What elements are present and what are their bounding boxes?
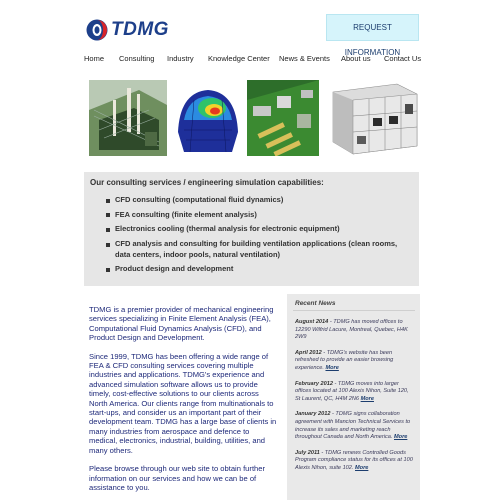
- tdmg-logo[interactable]: [86, 16, 169, 44]
- nav-consulting[interactable]: Consulting: [119, 54, 155, 63]
- intro-paragraph: Since 1999, TDMG has been offering a wide range of FEA & CFD consulting services covering multiple industries and applications. TDMG's experience and advanced simulation software allows us to provide timely, cost-effective solutions to our clients across North America. Our clients range from multinationals to start-ups, and consider us an important part of their development team. TDMG has a large base of clients in many industries from aerospace and defence to medical, electronics, industrial, building, utilities, and many others.: [89, 351, 277, 455]
- services-list: [106, 195, 411, 279]
- news-item: [295, 381, 415, 404]
- news-date: January 2012: [295, 411, 331, 418]
- request-information-button[interactable]: REQUEST INFORMATION: [326, 14, 419, 41]
- news-more-link[interactable]: More: [394, 434, 408, 441]
- news-text: - TDMG signs collaboration agreement with Mancion Technical Services to increase its sales and marketing reach throughout Canada and North America.: [295, 411, 411, 441]
- news-item: [295, 411, 415, 441]
- recent-news-title: Recent News: [295, 300, 336, 307]
- photo-fea-dome: [174, 80, 242, 156]
- intro-paragraph: TDMG is a premier provider of mechanical engineering services specializing in Finite Element Analysis (FEA), Computational Fluid Dynamics Analysis (CFD), and Product Design and Development.: [89, 305, 274, 343]
- news-more-link[interactable]: More: [325, 364, 339, 371]
- service-item-fea[interactable]: FEA consulting (finite element analysis): [106, 210, 411, 221]
- news-item: [295, 319, 415, 342]
- news-date: February 2012: [295, 380, 333, 387]
- photo-electronics-cooling: [247, 80, 319, 156]
- logo-text: TDMG: [111, 19, 169, 40]
- nav-knowledge-center[interactable]: Knowledge Center: [208, 54, 270, 63]
- service-item-building-ventilation[interactable]: CFD analysis and consulting for building ventilation applications (clean rooms, data centers, indoor pools, natural ventilation): [106, 239, 411, 260]
- news-text: - TDMG's website has been refreshed to provide an easier browsing experience.: [295, 349, 394, 371]
- service-item-cfd[interactable]: CFD consulting (computational fluid dynamics): [106, 195, 411, 206]
- news-more-link[interactable]: More: [355, 464, 369, 471]
- recent-news-panel: [287, 294, 420, 500]
- news-item: [295, 350, 415, 373]
- news-text: - TDMG has moved offices to 12290 Wilfrid Lacure, Montreal, Quebec, H4K 2W9: [295, 319, 408, 341]
- news-date: July 2011: [295, 449, 320, 456]
- news-more-link[interactable]: More: [360, 395, 374, 402]
- main-nav: [84, 54, 420, 66]
- news-text: - TDMG renews Controlled Goods Program compliance status for its offices at 100 Alexis Nihon, suite 102.: [295, 449, 413, 471]
- service-item-product-design[interactable]: Product design and development: [106, 264, 411, 275]
- news-list: [295, 319, 415, 481]
- nav-about-us[interactable]: About us: [341, 54, 371, 63]
- news-text: - TDMG moves into larger offices located at 100 Alexis Nihon, Suite 120, St Laurent, QC, H4M 2N6: [295, 380, 409, 402]
- nav-home[interactable]: Home: [84, 54, 105, 63]
- photo-building-cfd: [89, 80, 167, 156]
- intro-text: [89, 305, 277, 501]
- intro-paragraph: Please browse through our web site to obtain further information on our services and how we can be of assistance to you.: [89, 464, 266, 492]
- services-title: Our consulting services / engineering simulation capabilities:: [90, 178, 324, 187]
- news-date: April 2012: [295, 349, 322, 356]
- nav-contact-us[interactable]: Contact Us: [384, 54, 422, 63]
- nav-industry[interactable]: Industry: [167, 54, 194, 63]
- logo-emblem-icon: [86, 18, 108, 42]
- service-item-electronics-cooling[interactable]: Electronics cooling (thermal analysis for electronic equipment): [106, 224, 411, 235]
- services-panel: [84, 172, 419, 286]
- photo-equipment-cabinet: [327, 80, 420, 156]
- news-divider: [293, 310, 415, 311]
- news-item: [295, 450, 415, 473]
- news-date: August 2014: [295, 319, 329, 325]
- nav-news-events[interactable]: News & Events: [279, 54, 330, 63]
